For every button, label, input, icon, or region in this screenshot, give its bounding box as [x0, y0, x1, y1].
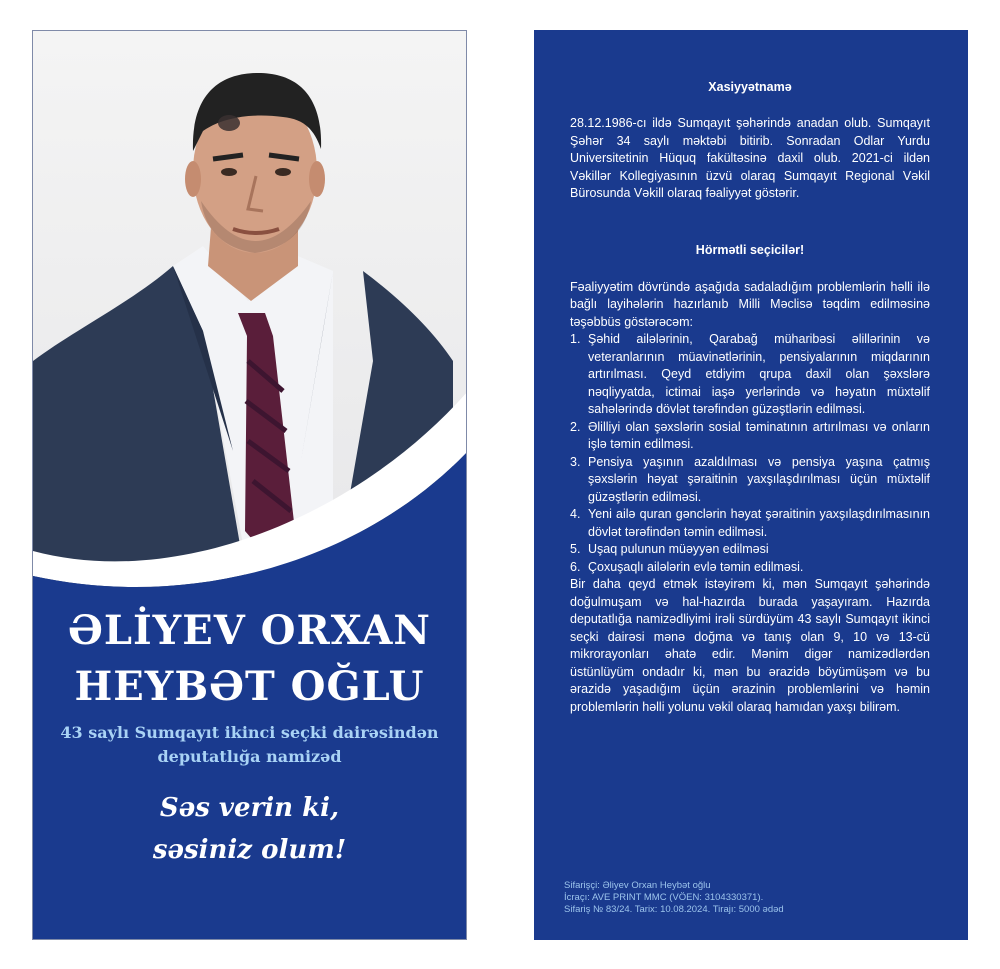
list-item-text: Əlilliyi olan şəxslərin sosial təminatının artırılması və onların işlə təmin edilməsi. — [588, 419, 930, 451]
program-list — [570, 331, 930, 576]
list-item — [570, 419, 930, 454]
candidacy-subtitle-line1: 43 saylı Sumqayıt ikinci seçki dairəsindən — [60, 723, 439, 742]
list-item-number: 3. — [570, 454, 581, 469]
print-imprint — [564, 880, 784, 916]
list-item — [570, 331, 930, 419]
candidacy-subtitle-line2: deputatlığa namizəd — [157, 747, 342, 766]
right-leaflet-panel — [534, 30, 968, 940]
list-item-number: 2. — [570, 419, 581, 434]
list-item — [570, 541, 930, 559]
list-item-text: Uşaq pulunun müəyyən edilməsi — [588, 542, 769, 556]
imprint-order-details: Sifariş № 83/24. Tarix: 10.08.2024. Tirajı: 5000 ədəd — [564, 904, 784, 915]
list-item-number: 6. — [570, 559, 581, 574]
program-intro: Fəaliyyətim dövründə aşağıda sadaladığım problemlərin həlli ilə bağlı layihələrin hazırlanıb Milli Məclisə təqdim edilməsinə təşəbbüs göstərəcəm: — [570, 279, 930, 329]
biography-heading: Xasiyyətnamə — [708, 80, 792, 94]
candidate-patronymic-line: HEYBƏT OĞLU — [74, 663, 425, 710]
list-item-text: Yeni ailə quran gənclərin həyat şəraitinin yaxşılaşdırılmasının dövlət tərəfindən təmin edilməsi. — [588, 507, 930, 539]
slogan-line1: Səs verin ki, — [159, 793, 340, 823]
slogan-line2: səsiniz olum! — [152, 835, 347, 865]
closing-statement: Bir daha qeyd etmək istəyirəm ki, mən Sumqayıt şəhərində doğulmuşam və hal-hazırda burada yaşayıram. Hazırda deputatlığa namizədliyimi irəli sürdüyüm 43 saylı Sumqayıt ikinci seçki dairəsi mənə doğma və tanış olan 9, 10 və 13-cü mikrorayonları əhatə edir. Mənim digər namizədlərdən üstünlüyüm ondadır ki, mən bu ərazidə böyümüşəm və bu ərazidə yaşadığım üçün ərazinin problemlərini və həmin problemlərin həlli yolunu vəkil olaraq hamıdan yaxşı bilirəm. — [570, 577, 930, 714]
list-item-number: 4. — [570, 507, 581, 521]
list-item — [570, 454, 930, 507]
list-item-text: Pensiya yaşının azaldılması və pensiya yaşına çatmış şəxslərin həyat şəraitinin yaxşılaşdırılması üçün müxtəlif güzəştlərin edilməsi. — [588, 454, 930, 504]
left-leaflet-panel — [32, 30, 467, 940]
list-item — [570, 506, 930, 541]
imprint-customer: Sifarişçi: Əliyev Orxan Heybət oğlu — [564, 880, 711, 891]
imprint-printer: İcraçı: AVE PRINT MMC (VÖEN: 3104330371). — [564, 892, 764, 903]
list-item-number: 1. — [570, 332, 581, 346]
candidate-photo — [33, 31, 467, 631]
biography-text: 28.12.1986-cı ildə Sumqayıt şəhərində anadan olub. Sumqayıt Şəhər 34 saylı məktəbi bitirib. Sonradan Odlar Yurdu Universitetinin Hüquq fakültəsinə daxil olub. 2021-ci ildən Vəkillər Kollegiyasının üzvü olaraq Sumqayıt Regional Vəkil Bürosunda Vəkill olaraq fəaliyyət göstərir. — [570, 116, 930, 200]
list-item — [570, 559, 930, 577]
list-item-number: 5. — [570, 542, 581, 556]
voters-greeting-heading: Hörmətli seçicilər! — [695, 242, 805, 257]
candidate-surname-line: ƏLİYEV ORXAN — [68, 607, 431, 654]
list-item-text: Çoxuşaqlı ailələrin evlə təmin edilməsi. — [588, 559, 804, 574]
list-item-text: Şəhid ailələrinin, Qarabağ müharibəsi əlillərinin və veteranlarının müavinətlərinin, pensiyalarının miqdarının artırılması. Qeyd etdiyim qrupa daxil olan şəxslərə nəqliyyatda, ictimai iaşə yerlərində və həyatın müxtəlif sahələrində dövlət tərəfindən güzəştlərin edilməsi. — [588, 332, 930, 416]
